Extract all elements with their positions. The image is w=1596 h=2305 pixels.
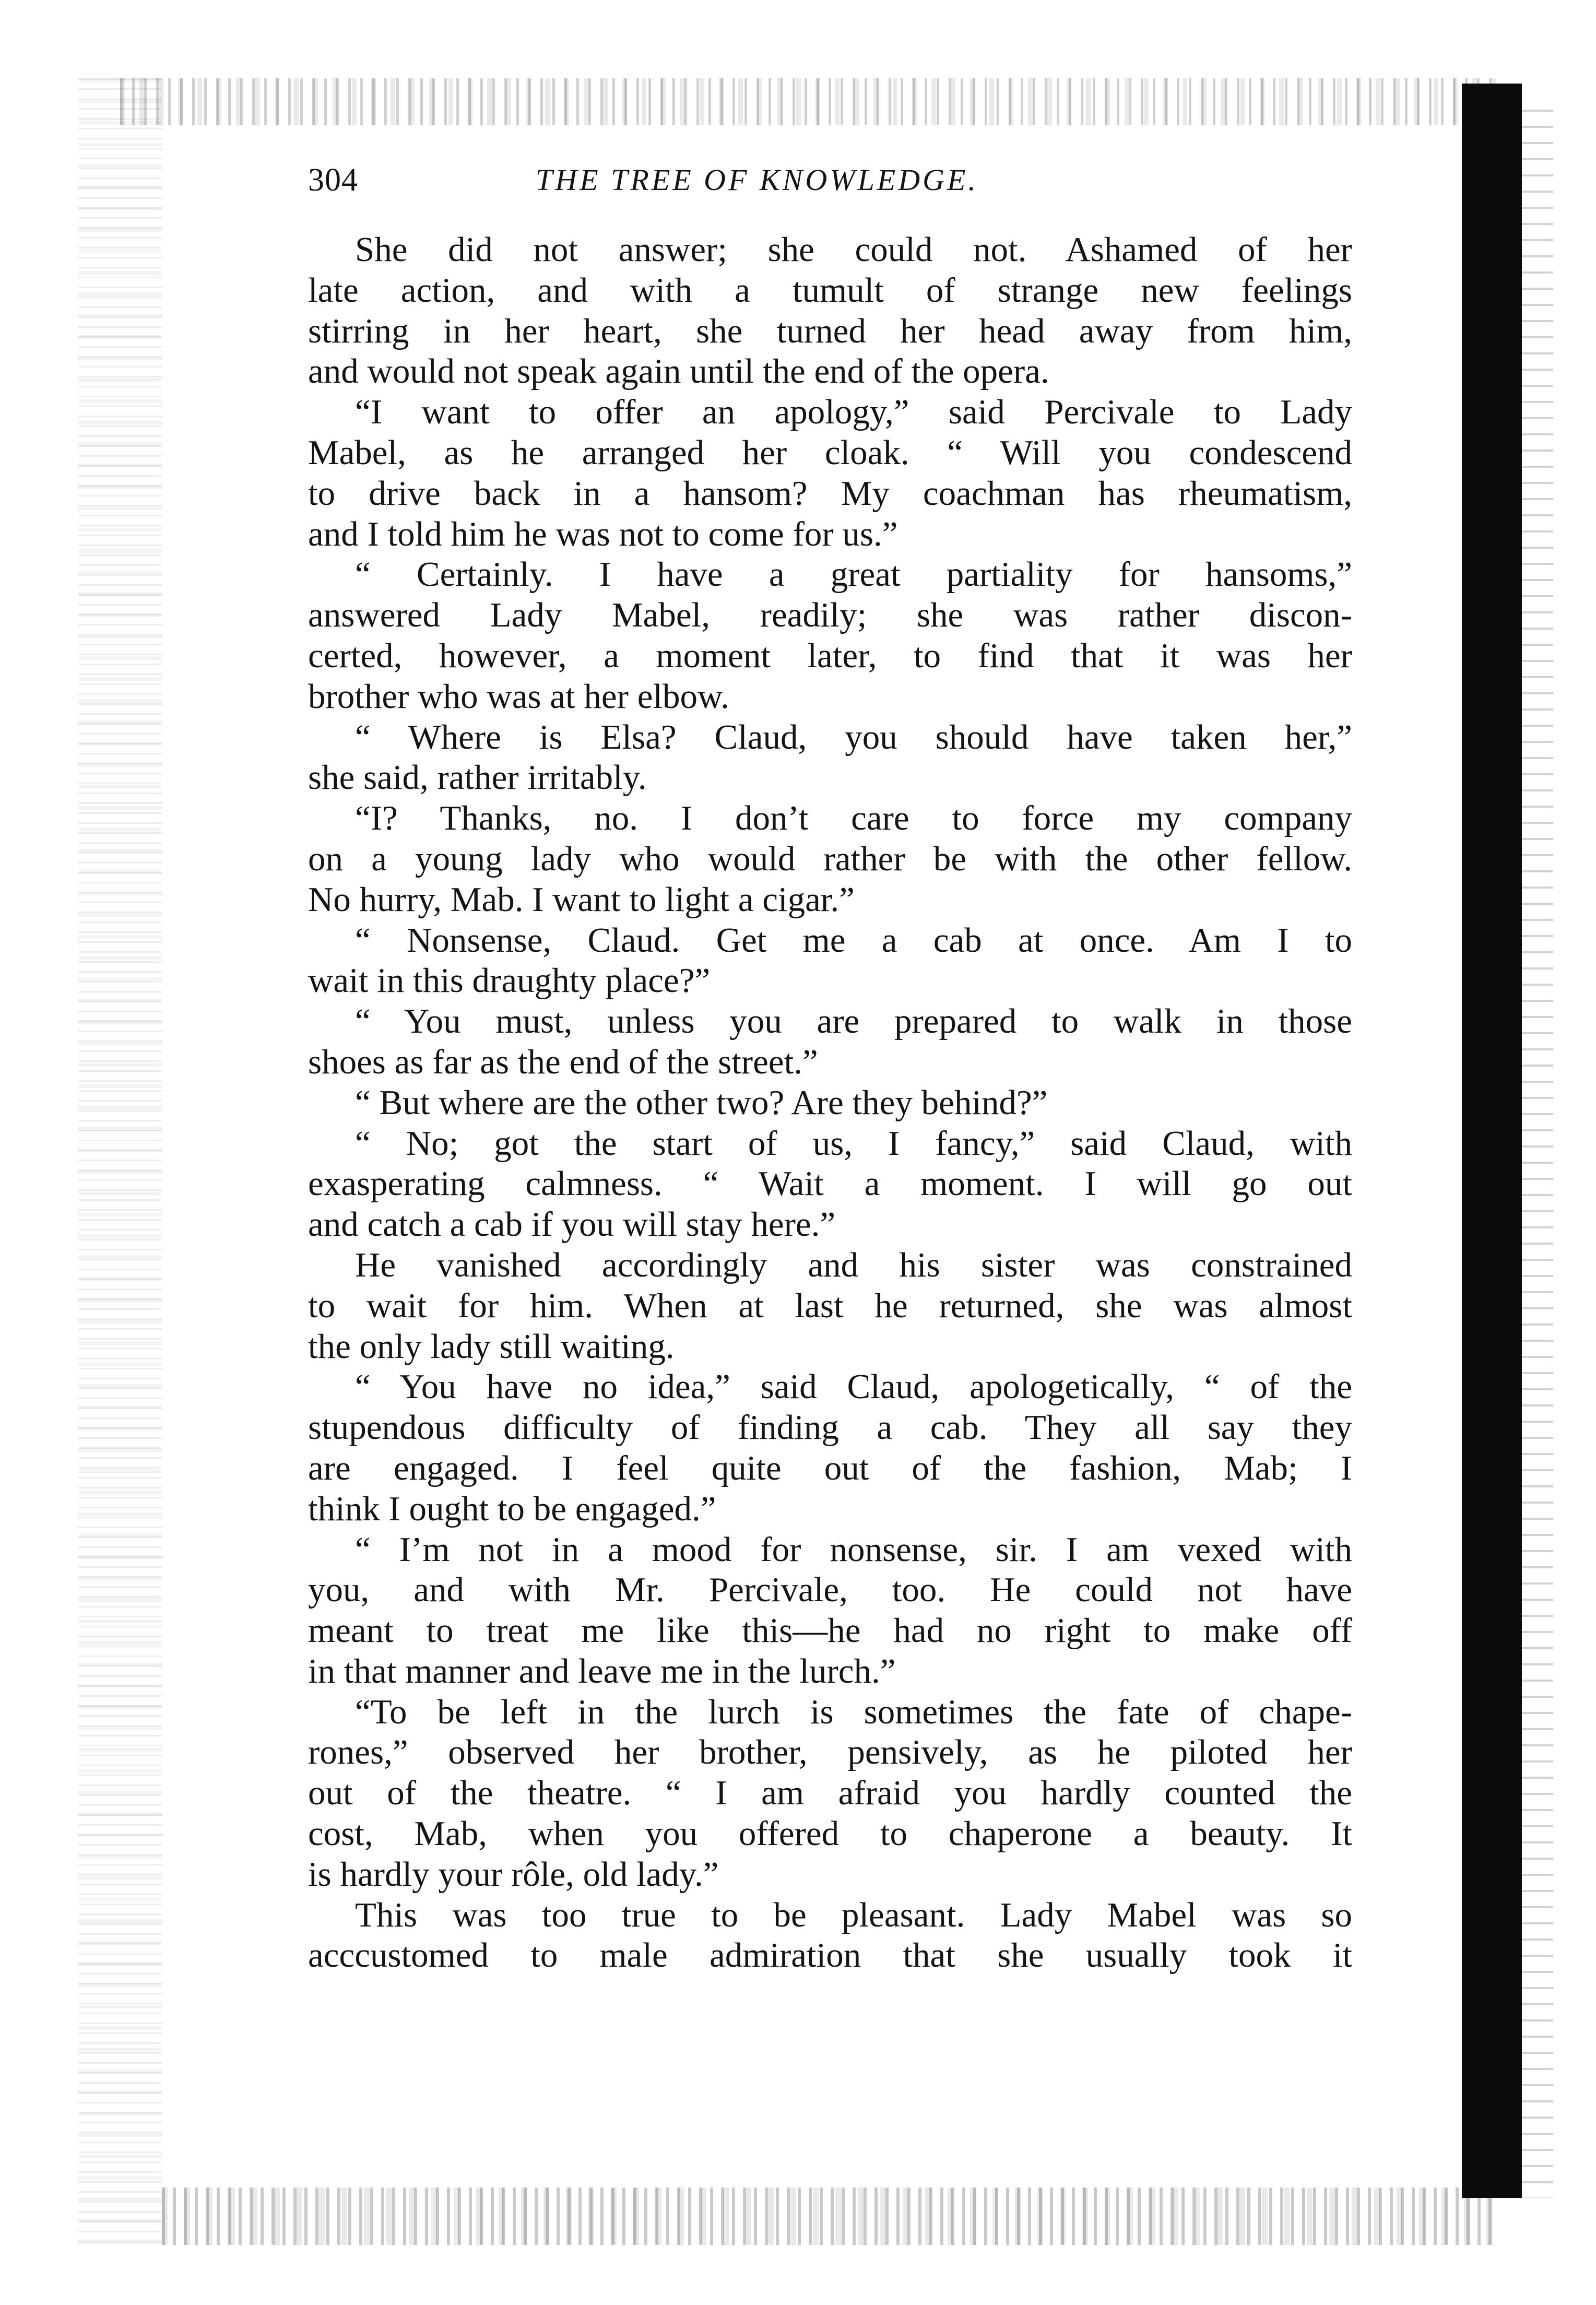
text-line: stirring in her heart, she turned her head away from him, (308, 311, 1352, 350)
text-line: “To be left in the lurch is sometimes the fate of chape- (355, 1692, 1352, 1731)
text-line: on a young lady who would rather be with the other fellow. (308, 839, 1352, 878)
text-line: to drive back in a hansom? My coachman has rheumatism, (308, 474, 1352, 513)
text-line: and I told him he was not to come for us.” (308, 514, 898, 553)
text-line: is hardly your rôle, old lady.” (308, 1854, 719, 1894)
text-line: meant to treat me like this—he had no right to make off (308, 1611, 1352, 1650)
body-text (308, 230, 1352, 1976)
text-line: Mabel, as he arranged her cloak. “ Will you condescend (308, 433, 1352, 472)
scan-noise-top (120, 78, 1498, 125)
text-line: “ You must, unless you are prepared to walk in those (355, 1002, 1352, 1041)
text-line: “ Nonsense, Claud. Get me a cab at once. Am I to (355, 920, 1352, 960)
text-line: She did not answer; she could not. Ashamed of her (355, 230, 1352, 269)
text-line: she said, rather irritably. (308, 758, 647, 797)
text-line: “ You have no idea,” said Claud, apologetically, “ of the (355, 1367, 1352, 1406)
text-line: “ Where is Elsa? Claud, you should have taken her,” (355, 717, 1352, 756)
text-line: cost, Mab, when you offered to chaperone a beauty. It (308, 1814, 1352, 1853)
text-line: This was too true to be pleasant. Lady Mabel was so (355, 1895, 1352, 1934)
text-line: shoes as far as the end of the street.” (308, 1042, 818, 1081)
text-line: acccustomed to male admiration that she usually took it (308, 1936, 1352, 1975)
text-line: out of the theatre. “ I am afraid you hardly counted the (308, 1774, 1352, 1813)
page-number: 304 (308, 162, 358, 198)
text-line: “ Certainly. I have a great partiality for hansoms,” (355, 555, 1352, 594)
text-line: He vanished accordingly and his sister was constrained (355, 1245, 1352, 1284)
scan-noise-left (78, 78, 162, 2245)
text-line: certed, however, a moment later, to find that it was her (308, 636, 1352, 675)
text-line: answered Lady Mabel, readily; she was rather discon- (308, 596, 1352, 635)
text-line: in that manner and leave me in the lurch.” (308, 1651, 896, 1691)
running-title: THE TREE OF KNOWLEDGE. (536, 163, 978, 197)
scan-noise-right (1522, 110, 1553, 2198)
text-line: the only lady still waiting. (308, 1327, 675, 1366)
text-line: “I want to offer an apology,” said Percivale to Lady (355, 393, 1352, 432)
page-header (308, 157, 1206, 204)
text-line: late action, and with a tumult of strange new feelings (308, 270, 1352, 310)
text-line: wait in this draughty place?” (308, 961, 711, 1000)
text-line: and catch a cab if you will stay here.” (308, 1205, 836, 1244)
text-line: to wait for him. When at last he returned, she was almost (308, 1286, 1352, 1325)
text-line: rones,” observed her brother, pensively, as he piloted her (308, 1733, 1352, 1772)
text-line: and would not speak again until the end of the opera. (308, 352, 1049, 391)
text-line: brother who was at her elbow. (308, 677, 729, 716)
scan-noise-bottom (162, 2188, 1498, 2245)
text-line: stupendous difficulty of finding a cab. They all say they (308, 1408, 1352, 1447)
text-line: “ No; got the start of us, I fancy,” said Claud, with (355, 1124, 1352, 1163)
text-line: you, and with Mr. Percivale, too. He could not have (308, 1570, 1352, 1610)
text-line: No hurry, Mab. I want to light a cigar.” (308, 880, 855, 919)
text-line: “ I’m not in a mood for nonsense, sir. I am vexed with (355, 1530, 1352, 1569)
text-line: think I ought to be engaged.” (308, 1489, 716, 1528)
text-line: “ But where are the other two? Are they behind?” (355, 1083, 1048, 1122)
binding-shadow (1462, 84, 1522, 2198)
text-line: exasperating calmness. “ Wait a moment. I will go out (308, 1164, 1352, 1203)
text-line: “I? Thanks, no. I don’t care to force my company (355, 799, 1352, 838)
text-line: are engaged. I feel quite out of the fashion, Mab; I (308, 1448, 1352, 1487)
